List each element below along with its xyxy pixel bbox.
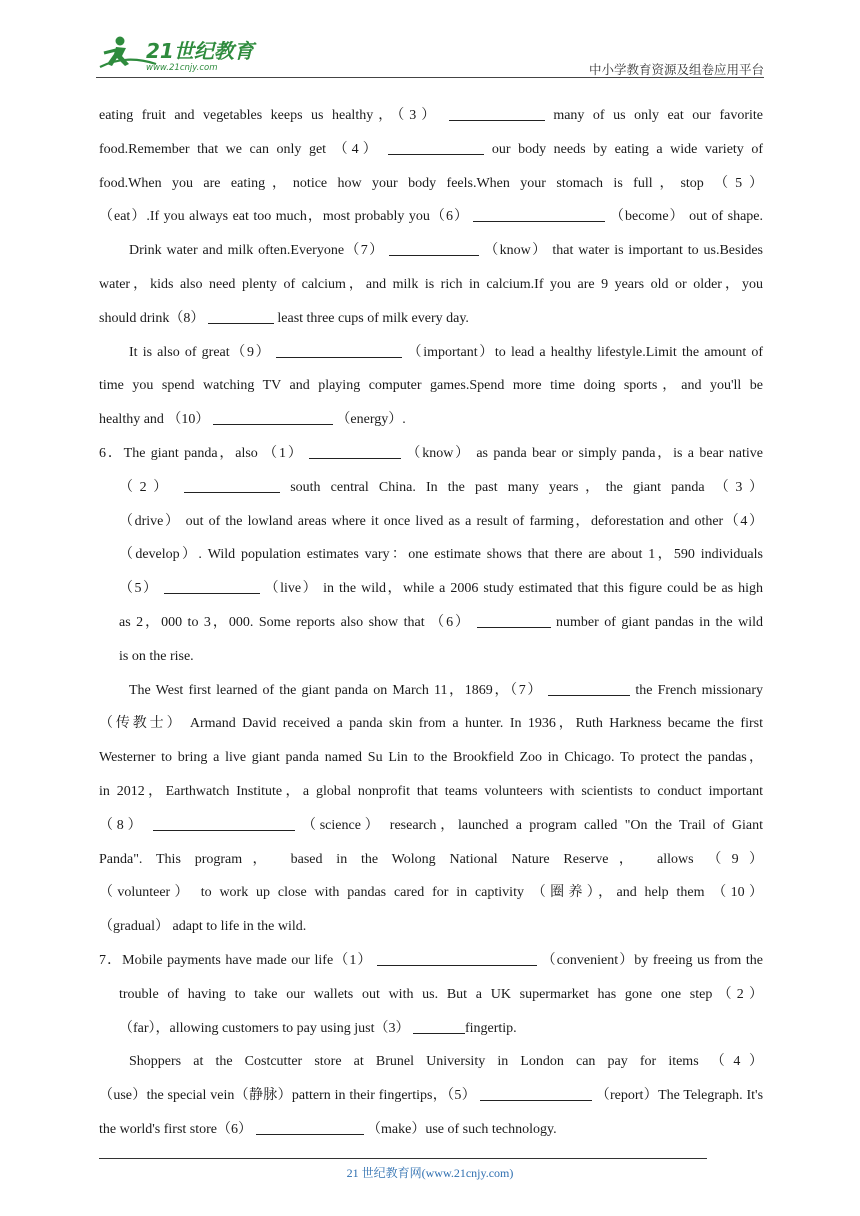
answer-blank	[256, 1117, 364, 1135]
line-text: （2）	[119, 479, 174, 495]
text-line	[99, 1012, 763, 1046]
answer-blank	[208, 306, 274, 324]
line-text: south central China. In the past many years，the giant panda （3）	[290, 479, 763, 495]
text-line	[99, 538, 763, 572]
line-text: The West first learned of the giant panda on March 11，1869，（7）	[129, 682, 544, 698]
footer-divider	[99, 1158, 707, 1159]
line-text: number of giant pandas in the wild	[555, 614, 764, 630]
line-text: as 2，000 to 3，000. Some reports also show that （6）	[119, 614, 472, 630]
line-text: It is also of great（9）	[129, 344, 272, 360]
answer-blank	[153, 813, 295, 831]
line-text: Westerner to bring a live giant panda named Su Lin to the Brookfield Zoo in Chicago. To protect the pandas，	[99, 750, 763, 766]
line-text: （become） out of shape.	[610, 209, 764, 225]
answer-blank	[473, 204, 605, 222]
text-line	[99, 200, 763, 234]
answer-blank	[184, 475, 280, 493]
text-line	[99, 234, 763, 268]
line-text: eating fruit and vegetables keeps us healthy，（3）	[99, 108, 441, 123]
text-line	[99, 268, 763, 302]
line-text: Drink water and milk often.Everyone（7）	[129, 243, 385, 259]
text-line	[99, 843, 763, 877]
text-line	[99, 1045, 763, 1079]
text-line	[99, 302, 763, 336]
question-6-start: 6．The giant panda，also （1）	[99, 445, 304, 461]
line-text: （传教士） Armand David received a panda skin from a hunter. In 1936，Ruth Harkness became the first	[99, 716, 763, 732]
runner-logo-icon	[96, 34, 266, 74]
text-line	[99, 505, 763, 539]
answer-blank	[477, 610, 551, 628]
text-line	[99, 910, 763, 944]
answer-blank	[480, 1083, 592, 1101]
answer-blank	[276, 340, 402, 358]
text-line	[99, 437, 763, 471]
text-line	[99, 707, 763, 741]
page-header	[96, 30, 764, 78]
page-footer: 21 世纪教育网(www.21cnjy.com)	[346, 1166, 514, 1180]
line-text: least three cups of milk every day.	[277, 310, 469, 326]
line-text: food.When you are eating，notice how your body feels.When your stomach is full，stop （5）	[99, 175, 763, 191]
answer-blank	[164, 576, 260, 594]
text-line	[99, 741, 763, 775]
text-line	[99, 403, 763, 437]
header-divider	[96, 77, 764, 78]
text-line	[99, 640, 763, 674]
line-text: （develop）. Wild population estimates vary：one estimate shows that there are about 1，590 individuals	[119, 547, 763, 563]
line-text: the French missionary	[635, 682, 764, 698]
text-line	[99, 369, 763, 403]
line-text: should drink（8）	[99, 310, 205, 326]
answer-blank	[377, 948, 537, 966]
line-text: in 2012，Earthwatch Institute，a global nonprofit that teams volunteers with scientists to conduct important	[99, 783, 763, 799]
document-body	[99, 99, 763, 1147]
text-line	[99, 336, 763, 370]
line-text: Shoppers at the Costcutter store at Brunel University in London can pay for items （4）	[129, 1054, 763, 1070]
line-text: （drive） out of the lowland areas where it once lived as a result of farming，deforestation and other（4）	[119, 513, 763, 529]
line-text: （convenient）by freeing us from the	[541, 952, 763, 968]
line-text: （far），allowing customers to pay using just（3）	[119, 1020, 410, 1036]
line-text: （know） as panda bear or simply panda，is a bear native	[406, 445, 763, 461]
line-text: healthy and （10）	[99, 412, 210, 428]
line-text: is on the rise.	[119, 648, 194, 664]
line-text: the world's first store（6）	[99, 1121, 253, 1137]
line-text: water，kids also need plenty of calcium，and milk is rich in calcium.If you are 9 years old or older，you	[99, 276, 763, 292]
line-text: （energy）.	[336, 412, 406, 428]
text-line	[99, 167, 763, 201]
text-line	[99, 99, 763, 133]
answer-blank	[309, 441, 401, 459]
svg-text:21世纪教育: 21世纪教育	[146, 39, 254, 63]
answer-blank	[389, 238, 479, 256]
text-line	[99, 1113, 763, 1147]
text-line	[99, 572, 763, 606]
line-text: （use）the special vein（静脉）pattern in their fingertips，（5）	[99, 1088, 477, 1104]
line-text: food.Remember that we can only get （4）	[99, 141, 381, 157]
text-line	[99, 471, 763, 505]
text-line	[99, 944, 763, 978]
answer-blank	[213, 407, 333, 425]
platform-title: 中小学教育资源及组卷应用平台	[588, 62, 764, 77]
line-text: Panda". This program， based in the Wolong National Nature Reserve， allows （9）	[99, 851, 763, 867]
text-line	[99, 978, 763, 1012]
line-text: （make）use of such technology.	[367, 1121, 557, 1137]
line-text: （eat）.If you always eat too much，most probably you（6）	[99, 209, 469, 225]
text-line	[99, 606, 763, 640]
line-text: our body needs by eating a wide variety of	[491, 141, 764, 157]
text-line	[99, 133, 763, 167]
line-text: （volunteer） to work up close with pandas cared for in captivity （圈养），and help them （10）	[99, 885, 763, 901]
answer-blank	[388, 137, 484, 155]
text-line	[99, 674, 763, 708]
answer-blank	[449, 103, 545, 121]
line-text: （know） that water is important to us.Besides	[484, 243, 763, 259]
site-logo	[96, 34, 266, 74]
answer-blank	[413, 1016, 465, 1034]
line-text: （5）	[119, 581, 159, 597]
text-line	[99, 809, 763, 843]
svg-text:www.21cnjy.com: www.21cnjy.com	[146, 63, 218, 73]
line-text: time you spend watching TV and playing computer games.Spend more time doing sports，and you'll be	[99, 378, 763, 394]
line-text: （science） research，launched a program called "On the Trail of Giant	[301, 817, 764, 833]
line-text: （8）	[99, 817, 146, 833]
text-line	[99, 1079, 763, 1113]
line-text: （gradual） adapt to life in the wild.	[99, 919, 307, 935]
question-7-start: 7．Mobile payments have made our life（1）	[99, 952, 373, 968]
line-text: trouble of having to take our wallets out with us. But a UK supermarket has gone one step（2）	[119, 986, 763, 1002]
line-text: fingertip.	[464, 1020, 517, 1036]
answer-blank	[548, 678, 630, 696]
line-text: （important）to lead a healthy lifestyle.Limit the amount of	[407, 344, 764, 360]
line-text: （report）The Telegraph. It's	[595, 1088, 764, 1104]
text-line	[99, 876, 763, 910]
line-text: many of us only eat our favorite	[553, 108, 764, 123]
text-line	[99, 775, 763, 809]
line-text: （live） in the wild，while a 2006 study estimated that this figure could be as high	[264, 581, 764, 597]
